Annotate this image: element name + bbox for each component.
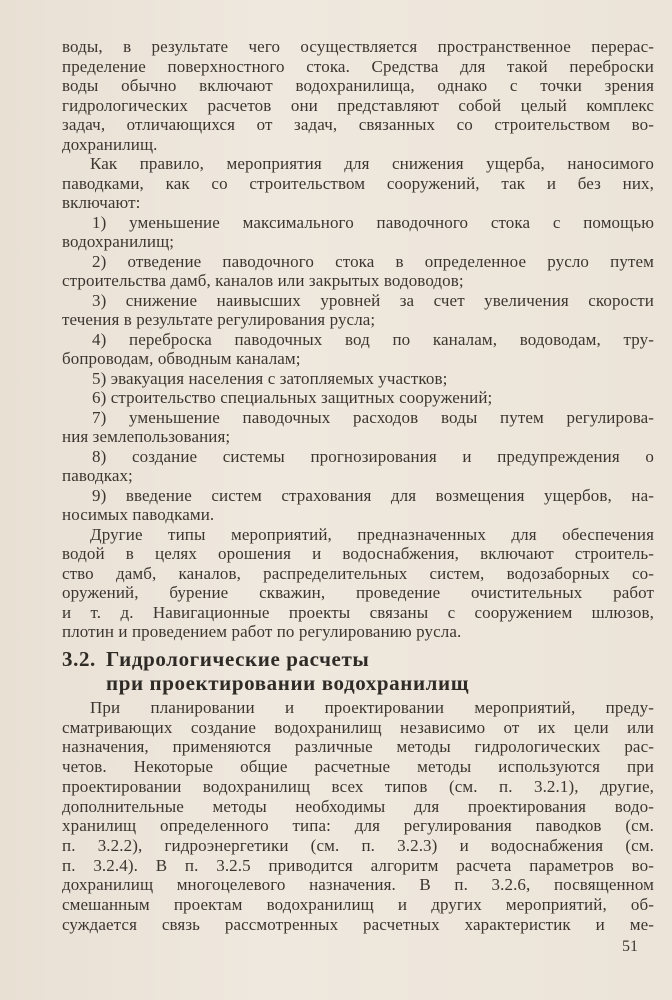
text-line: течения в результате регулирования русла; <box>62 310 376 329</box>
text-line: Другие типы мероприятий, предназначенных для обеспечения <box>90 525 654 544</box>
text-line: 1) уменьшение максимального паводочного стока с помощью <box>92 213 654 232</box>
text-line: 5) эвакуация населения с затопляемых участков; <box>92 369 448 388</box>
text-line: задач, отличающихся от задач, связанных со строительством во- <box>62 115 654 134</box>
text-line: Как правило, мероприятия для снижения ущерба, наносимого <box>90 154 654 173</box>
text-line: паводками, как со строительством сооружений, так и без них, <box>62 174 654 193</box>
text-line: ство дамб, каналов, распределительных систем, водозаборных со- <box>62 564 654 583</box>
text-line: воды, в результате чего осуществляется пространственное перерас- <box>62 37 654 56</box>
text-line: п. 3.2.4). В п. 3.2.5 приводится алгоритм расчета параметров во- <box>62 856 654 875</box>
text-line: суждается связь рассмотренных расчетных характеристик и ме- <box>62 915 654 934</box>
text-line: пределение поверхностного стока. Средства для такой переброски <box>62 57 654 76</box>
text-line: п. 3.2.2), гидроэнергетики (см. п. 3.2.3) и водоснабжения (см. <box>62 836 654 855</box>
text-line: дохранилищ. <box>62 135 158 154</box>
text-line: 4) переброска паводочных вод по каналам, водоводам, тру- <box>92 330 654 349</box>
text-line: водой в целях орошения и водоснабжения, включают строитель- <box>62 544 654 563</box>
page-number: 51 <box>622 938 638 955</box>
text-line: дохранилищ многоцелевого назначения. В п. 3.2.6, посвященном <box>62 875 654 894</box>
section-title-line-1: Гидрологические расчеты <box>106 647 370 671</box>
text-line: назначения, применяются различные методы гидрологических рас- <box>62 737 654 756</box>
text-line: 8) создание системы прогнозирования и предупреждения о <box>92 447 654 466</box>
text-line: носимых паводками. <box>62 505 215 524</box>
text-line: ния землепользования; <box>62 427 231 446</box>
text-line: воды обычно включают водохранилища, однако с точки зрения <box>62 76 654 95</box>
text-line: При планировании и проектировании мероприятий, преду- <box>90 698 654 717</box>
text-line: 9) введение систем страхования для возмещения ущербов, на- <box>92 486 654 505</box>
text-line: плотин и проведением работ по регулированию русла. <box>62 622 462 641</box>
text-line: включают: <box>62 193 141 212</box>
text-line: смешанным проектам водохранилищ и других мероприятий, об- <box>62 895 654 914</box>
text-line: проектировании водохранилищ всех типов (см. п. 3.2.1), другие, <box>62 777 654 796</box>
text-line: 3) снижение наивысших уровней за счет увеличения скорости <box>92 291 654 310</box>
text-line: сматривающих создание водохранилищ независимо от их цели или <box>62 718 654 737</box>
text-line: дополнительные методы необходимы для проектирования водо- <box>62 797 654 816</box>
text-line: гидрологических расчетов они представляют собой целый комплекс <box>62 96 654 115</box>
text-line: строительства дамб, каналов или закрытых водоводов; <box>62 271 464 290</box>
text-line: оружений, бурение скважин, проведение очистительных работ <box>62 583 654 602</box>
section-title-line-2: при проектировании водохранилищ <box>106 671 470 695</box>
text-line: 7) уменьшение паводочных расходов воды путем регулирова- <box>92 408 654 427</box>
text-line: хранилищ определенного типа: для регулирования паводков (см. <box>62 816 654 835</box>
text-line: 2) отведение паводочного стока в определенное русло путем <box>92 252 654 271</box>
text-line: четов. Некоторые общие расчетные методы используются при <box>62 757 654 776</box>
text-line: паводках; <box>62 466 133 485</box>
section-number: 3.2. <box>62 647 96 671</box>
text-line: 6) строительство специальных защитных сооружений; <box>92 388 493 407</box>
text-line: и т. д. Навигационные проекты связаны с сооружением шлюзов, <box>62 603 654 622</box>
text-line: водохранилищ; <box>62 232 175 251</box>
text-line: бопроводам, обводным каналам; <box>62 349 301 368</box>
